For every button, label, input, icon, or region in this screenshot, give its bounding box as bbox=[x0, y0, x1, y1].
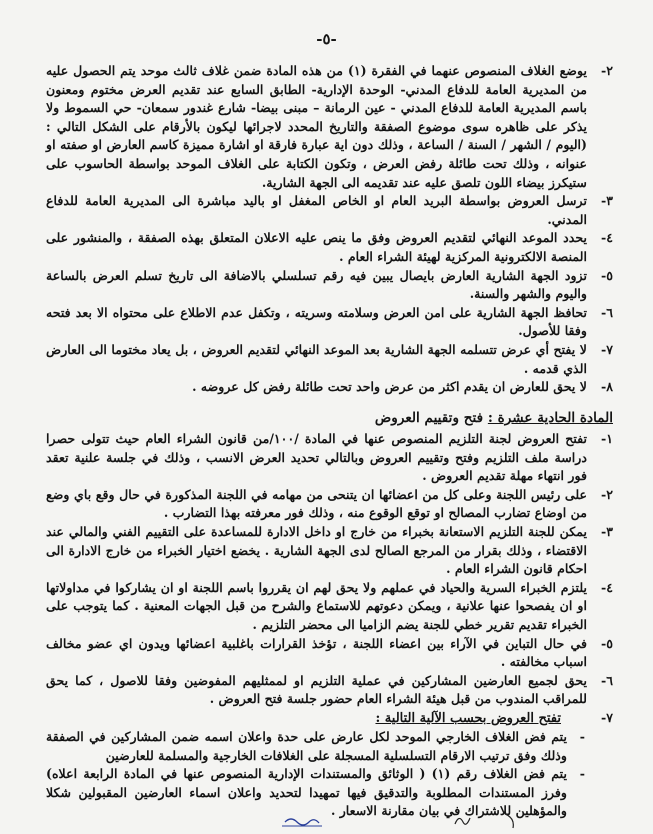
item-number: ٣- bbox=[601, 523, 613, 539]
item-number: ٨- bbox=[601, 379, 613, 395]
item-number: ١- bbox=[601, 431, 613, 446]
list-item bbox=[46, 378, 613, 397]
item-number: ٧- bbox=[601, 341, 613, 357]
list-item bbox=[46, 635, 613, 672]
item-text: يحدد الموعد النهائي لتقديم العروض وفق ما ينص عليه الاعلان المتعلق بهذه الصفقة ، والمنشور على المنصة الالكترونية المركزية لهيئة الشراء العام . bbox=[46, 230, 587, 264]
list-item bbox=[46, 709, 613, 728]
opening-mechanism-heading: تفتح العروض بحسب الآلية التالية : bbox=[375, 710, 561, 726]
list-item bbox=[46, 341, 613, 378]
item-text: لا يحق للعارض ان يقدم اكثر من عرض واحد تحت طائلة رفض كل عروضه . bbox=[192, 379, 587, 395]
section-article-11 bbox=[46, 408, 613, 821]
article-heading bbox=[46, 408, 613, 428]
bullet-dash: - bbox=[579, 766, 585, 782]
item-number: ٥- bbox=[601, 267, 613, 283]
bullet-dash: - bbox=[579, 728, 585, 744]
section-article-10-continued bbox=[46, 62, 613, 397]
item-number: ٣- bbox=[601, 193, 613, 209]
item-text: يمكن للجنة التلزيم الاستعانة بخبراء من خارج او داخل الادارة للمساعدة على التقييم الفني والمالي عند الاقتضاء ، وذلك بقرار من المرجع الصالح لدى الجهة الشارية . يخضع اختيار الخبراء من خارج الادارة الى احكام قانون الشراء العام . bbox=[46, 523, 587, 577]
article-heading-title: فتح وتقييم العروض bbox=[374, 410, 484, 426]
item-number: ٧- bbox=[601, 709, 613, 725]
item-number: ٦- bbox=[601, 304, 613, 320]
list-item bbox=[46, 229, 613, 266]
item-number: ٤- bbox=[601, 579, 613, 595]
item-number: ٢- bbox=[601, 486, 613, 502]
item-text: يوضع الغلاف المنصوص عنهما في الفقرة (١) من هذه المادة ضمن غلاف ثالث موحد يتم الحصول عليه من المديرية العامة للدفاع المدني- الوحدة الإدارية- الطابق السابع عند تقديم العرض مختوم ومعنون باسم المديرية العامة للدفاع المدني - عين الرمانة – مبنى بيضا- شارع غندور سمعان- حي السموط ولا يذكر على ظاهره سوى موضوع الصفقة والتاريخ المحدد لاجرائها ليكون بالأرقام على الشكل التالي :(اليوم / الشهر / السنة / الساعة ، وذلك دون اية عبارة فارقة او اشارة مميزة كاسم العارض او صفته او عنوانه ، وذلك تحت طائلة رفض العرض ، وتكون الكتابة على الغلاف الموحد بواسطة الحاسوب على ستيكرز بيضاء اللون تلصق عليه عند تقديمه الى الجهة الشارية. bbox=[46, 63, 587, 190]
item-number: ٥- bbox=[601, 635, 613, 651]
bullet-text: يتم فض الغلاف الخارجي الموحد لكل عارض على حدة واعلان اسمه ضمن المشاركين في الصفقة وذلك وفق ترتيب الارقام التسلسلية المسجلة على الغلافات الخارجية والمسلمة للعارضين bbox=[46, 728, 567, 763]
item-text: ترسل العروض بواسطة البريد العام او الخاص المغفل او باليد مباشرة الى المديرية العامة للدفاع المدني. bbox=[46, 193, 587, 227]
list-item bbox=[46, 267, 613, 304]
list-item bbox=[46, 192, 613, 229]
item-number: ٢- bbox=[601, 63, 613, 78]
list-item bbox=[46, 62, 613, 192]
item-text: تحافظ الجهة الشارية على امن العرض وسلامته وسريته ، وتكفل عدم الاطلاع على محتواه الا بعد فتحه وفقا للأصول. bbox=[46, 304, 587, 339]
handwritten-initials bbox=[0, 806, 653, 832]
article-heading-label: المادة الحادية عشرة : bbox=[487, 410, 613, 426]
item-text: يحق لجميع العارضين المشاركين في عملية التلزيم او لممثليهم المفوضين وفقا للاصول ، كما يحق للمراقب المندوب من قبل هيئة الشراء العام حضور جلسة فتح العروض . bbox=[46, 672, 587, 707]
list-item bbox=[46, 430, 613, 486]
list-item bbox=[46, 523, 613, 579]
page-number: -٥- bbox=[316, 30, 337, 48]
list-item bbox=[46, 304, 613, 341]
item-text: على رئيس اللجنة وعلى كل من اعضائها ان يتنحى من مهامه في اللجنة المذكورة في حال وقع باي وضع من اوضاع تضارب المصالح او توقع الوقوع منه ، وذلك فور معرفته بهذا التضارب . bbox=[46, 486, 587, 521]
item-text: في حال التباين في الآراء بين اعضاء اللجنة ، تؤخذ القرارات باغلبية اعضائها ويدون اي عضو مخالف اسباب مخالفته . bbox=[46, 635, 587, 670]
bullet-item bbox=[46, 728, 613, 765]
list-item bbox=[46, 486, 613, 523]
item-text: يلتزم الخبراء السرية والحياد في عملهم ولا يحق لهم ان يقرروا باسم اللجنة او ان يشاركوا في مداولاتها او ان يفصحوا عنها علانية ، ويمكن دعوتهم للاستماع والشرح من قبل الجهات المعنية . كما يتوجب على الخبراء تقديم تقرير خطي للجنة يضم الزاميا الى محضر التلزيم . bbox=[46, 579, 587, 632]
item-text: تفتح العروض لجنة التلزيم المنصوص عنها في المادة /١٠٠/من قانون الشراء العام حيث تتولى حصرا دراسة ملف التلزيم وفتح وتقييم العروض وبالتالي تحديد العرض الانسب ، وذلك في جلسة علنية تعقد فور انتهاء مهلة تقديم العروض . bbox=[46, 431, 587, 484]
list-item bbox=[46, 579, 613, 635]
item-number: ٤- bbox=[601, 230, 613, 246]
item-text: تزود الجهة الشارية العارض بايصال يبين فيه رقم تسلسلي بالاضافة الى تاريخ تسلم العرض بالساعة واليوم والشهر والسنة. bbox=[46, 267, 587, 302]
item-number: ٦- bbox=[601, 672, 613, 688]
bullet-text: يتم فض الغلاف رقم (١) ( الوثائق والمستندات الإدارية المنصوص عنها في المادة الرابعة اعلاه) وفرز المستندات المطلوبة والتدقيق فيها تمهيدا لتحديد واعلان اسماء العارضين المقبولين شكلا والمؤهلين للاشتراك في بيان مقارنة الاسعار . bbox=[46, 766, 567, 819]
item-text: لا يفتح أي عرض تتسلمه الجهة الشارية بعد الموعد النهائي لتقديم العروض ، بل يعاد مختوما الى العارض الذي قدمه . bbox=[46, 341, 587, 376]
list-item bbox=[46, 672, 613, 709]
